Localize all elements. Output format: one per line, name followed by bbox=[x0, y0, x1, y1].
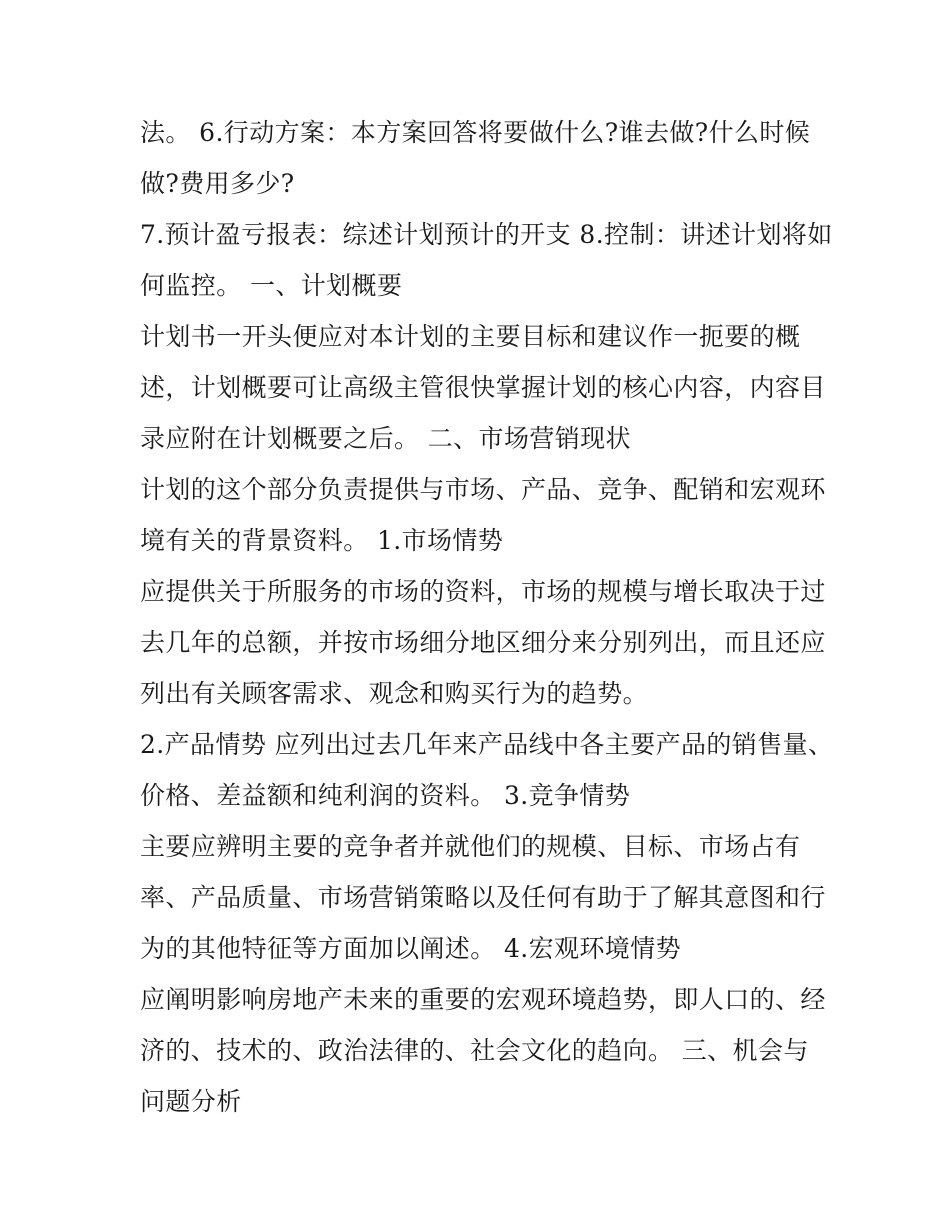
text-line: 录应附在计划概要之后。 二、市场营销现状 bbox=[140, 424, 631, 453]
text-line: 述，计划概要可让高级主管很快掌握计划的核心内容，内容目 bbox=[140, 373, 826, 402]
text-line: 境有关的背景资料。 1.市场情势 bbox=[140, 526, 504, 555]
text-line: 计划书一开头便应对本计划的主要目标和建议作一扼要的概 bbox=[140, 322, 801, 351]
text-line: 济的、技术的、政治法律的、社会文化的趋向。 三、机会与 bbox=[140, 1036, 809, 1065]
text-line: 应提供关于所服务的市场的资料，市场的规模与增长取决于过 bbox=[140, 577, 826, 606]
text-line: 做?费用多少? bbox=[140, 169, 295, 198]
text-line: 主要应辨明主要的竞争者并就他们的规模、目标、市场占有 bbox=[140, 832, 801, 861]
text-line: 计划的这个部分负责提供与市场、产品、竞争、配销和宏观环 bbox=[140, 475, 826, 504]
text-line: 2.产品情势 应列出过去几年来产品线中各主要产品的销售量、 bbox=[140, 730, 834, 759]
text-line: 价格、差益额和纯利润的资料。 3.竞争情势 bbox=[140, 781, 631, 810]
document-text-body bbox=[140, 107, 834, 1127]
text-line: 为的其他特征等方面加以阐述。 4.宏观环境情势 bbox=[140, 934, 682, 963]
text-line: 何监控。 一、计划概要 bbox=[140, 271, 403, 300]
text-line: 问题分析 bbox=[140, 1087, 242, 1116]
text-line: 率、产品质量、市场营销策略以及任何有助于了解其意图和行 bbox=[140, 883, 826, 912]
text-line: 去几年的总额，并按市场细分地区细分来分别列出，而且还应 bbox=[140, 628, 826, 657]
text-line: 法。 6.行动方案：本方案回答将要做什么?谁去做?什么时候 bbox=[140, 118, 811, 147]
text-line: 应阐明影响房地产未来的重要的宏观环境趋势，即人口的、经 bbox=[140, 985, 826, 1014]
text-line: 7.预计盈亏报表：综述计划预计的开支 8.控制：讲述计划将如 bbox=[140, 220, 833, 249]
text-line: 列出有关顾客需求、观念和购买行为的趋势。 bbox=[140, 679, 649, 708]
